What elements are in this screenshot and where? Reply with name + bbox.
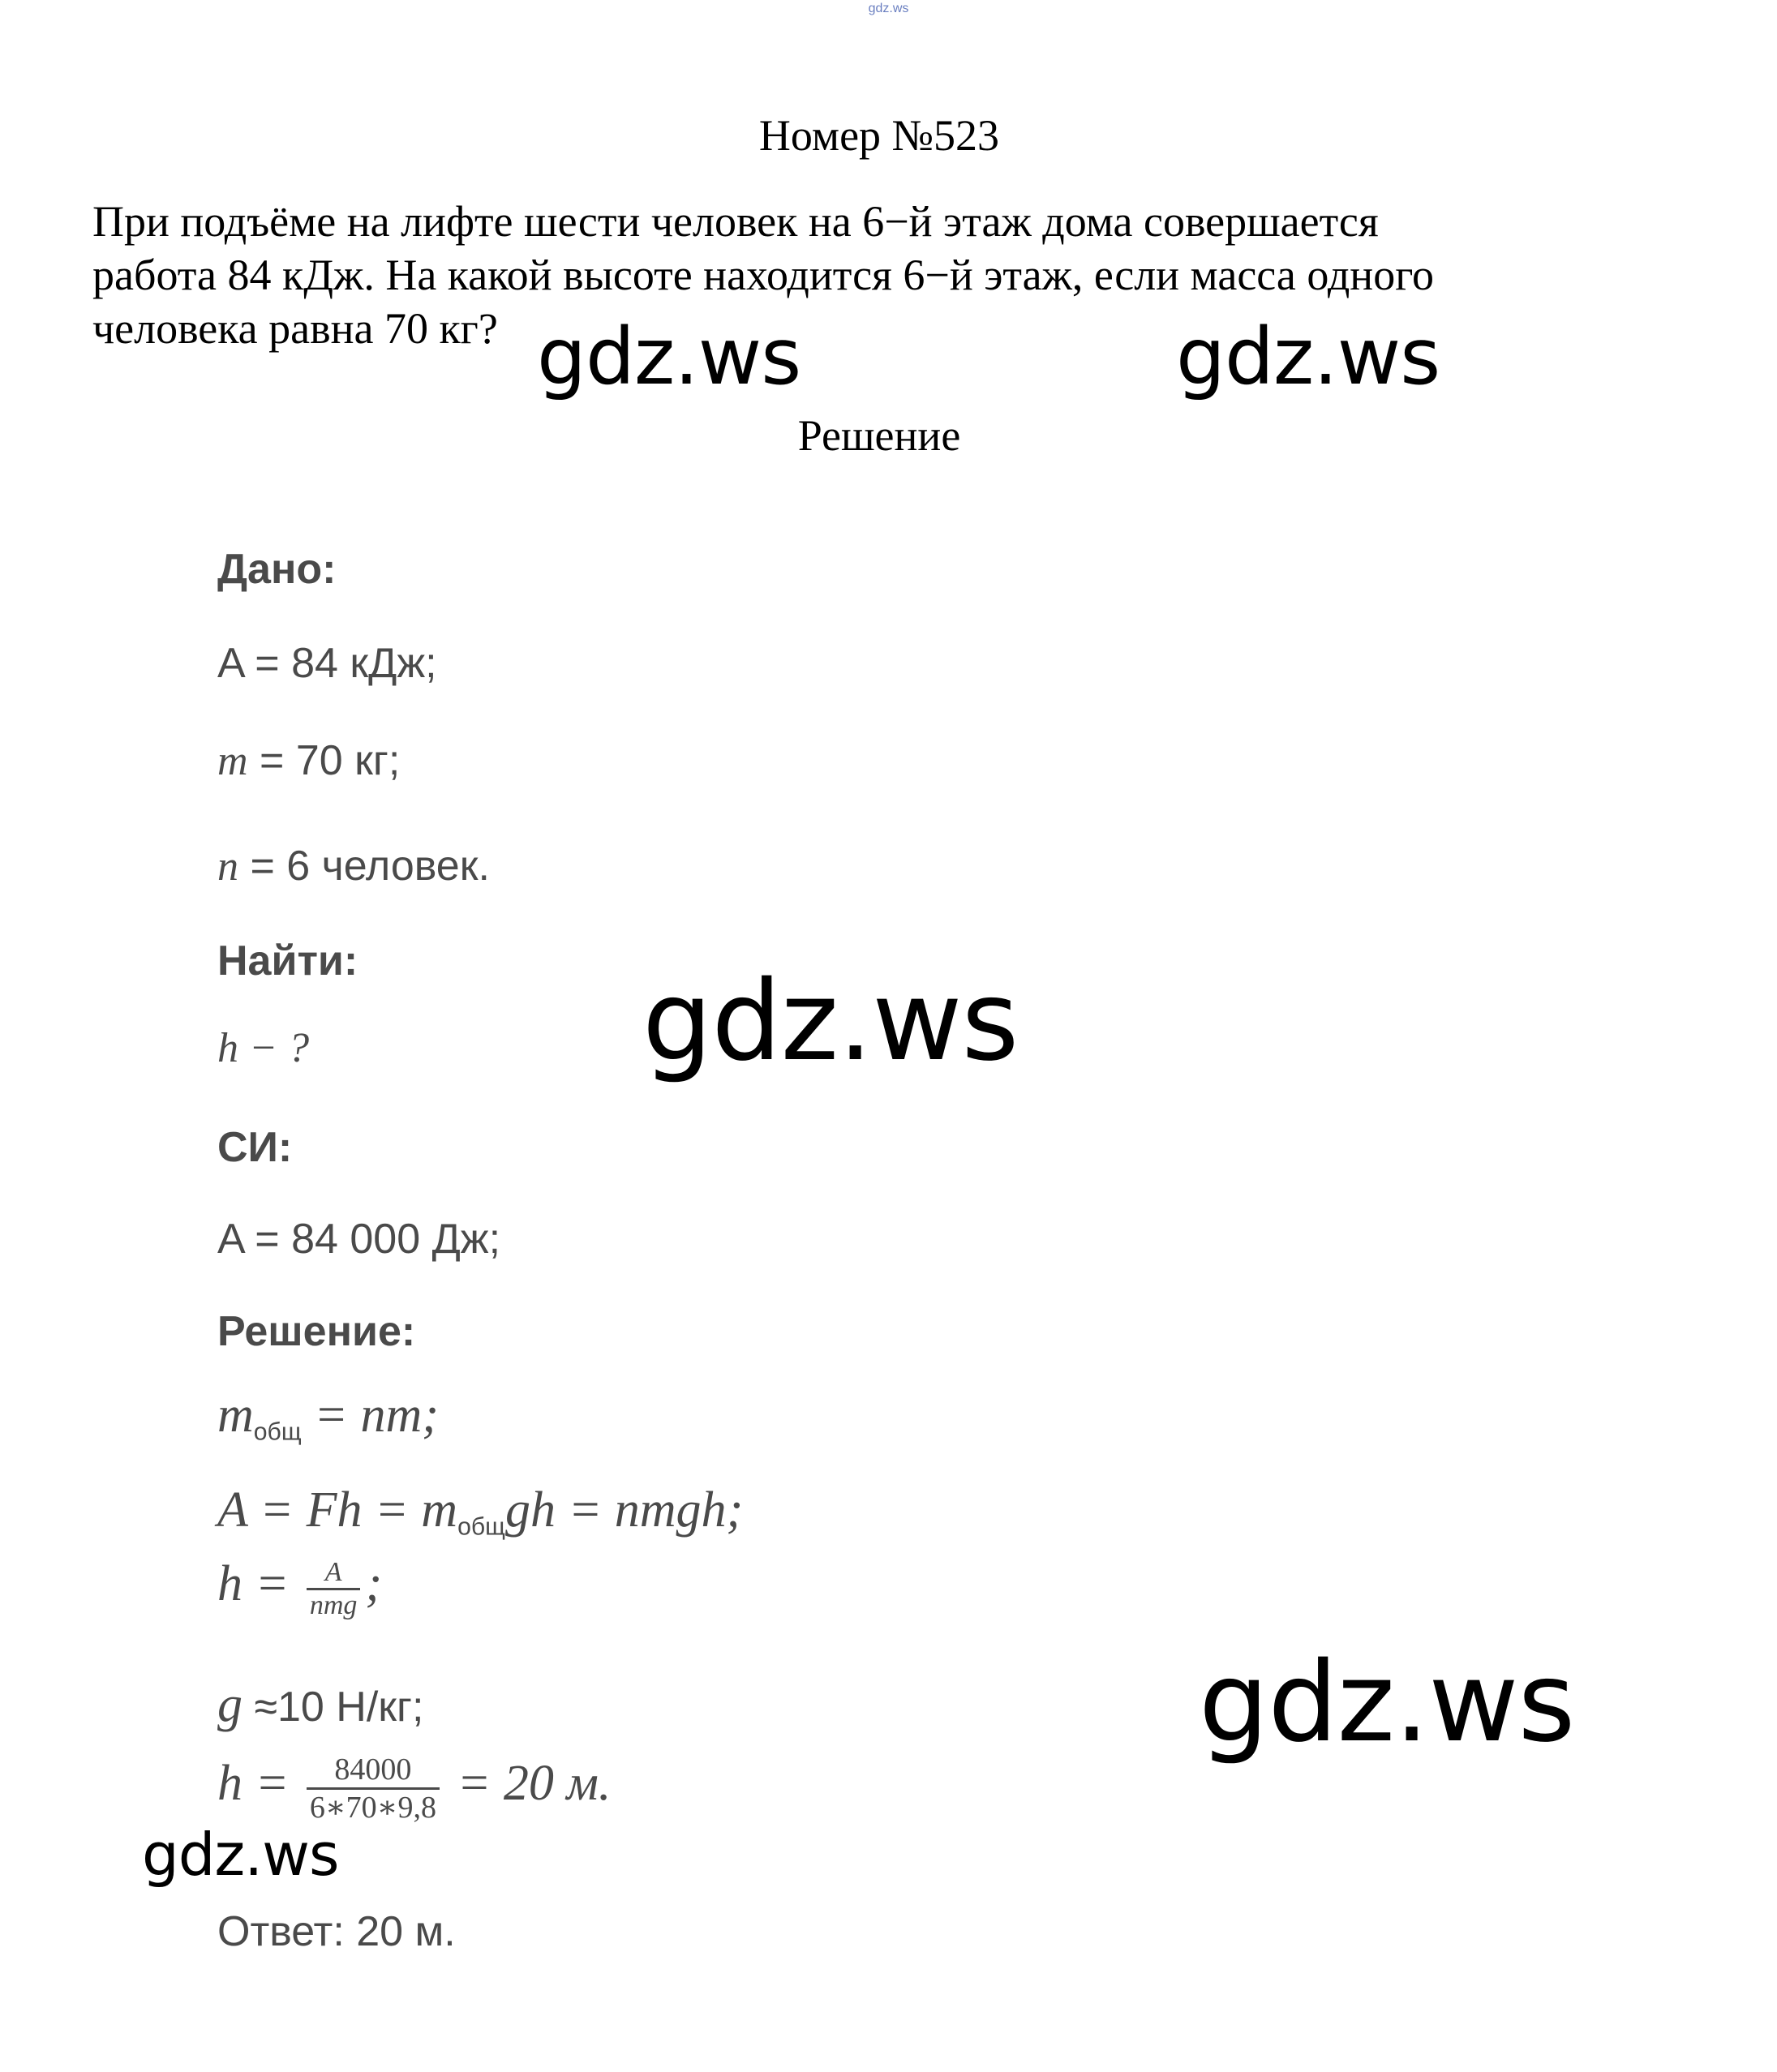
find-label: Найти:: [217, 937, 358, 985]
var-g: g: [217, 1677, 243, 1732]
eq5-fraction: [307, 1752, 440, 1825]
given-work: A = 84 кДж;: [217, 640, 437, 687]
page-title: Номер №523: [758, 111, 1000, 160]
equation-height-result: [217, 1752, 611, 1825]
watermark-logo: gdz.ws: [1199, 1639, 1575, 1767]
eq1-subscript: общ: [253, 1418, 302, 1446]
find-height: [217, 1023, 309, 1073]
watermark-logo: gdz.ws: [142, 1821, 339, 1889]
eq5-lhs: h =: [217, 1756, 302, 1812]
gravity-value: ≈10 Н/кг;: [243, 1684, 424, 1731]
eq2-part1: A = Fh = m: [217, 1482, 458, 1538]
eq3-tail: ;: [365, 1556, 383, 1612]
si-work: A = 84 000 Дж;: [217, 1216, 501, 1263]
eq1-lhs: m: [217, 1388, 254, 1443]
var-n: n: [217, 843, 238, 890]
problem-line-1: При подъёме на лифте шести человек на 6−й этаж дома совершается: [92, 197, 1379, 246]
given-count: [217, 842, 490, 891]
problem-line-2: работа 84 кДж. На какой высоте находится 6−й этаж, если масса одного: [92, 251, 1435, 299]
var-h: h: [217, 1025, 238, 1071]
given-label: Дано:: [217, 546, 337, 593]
var-m: m: [217, 738, 248, 784]
problem-statement: [92, 195, 1698, 355]
eq3-denominator: nmg: [309, 1590, 358, 1620]
solution-heading: Решение: [797, 411, 961, 460]
solution-label: Решение:: [217, 1308, 416, 1355]
watermark-logo: gdz.ws: [1176, 311, 1440, 402]
watermark-logo: gdz.ws: [537, 311, 801, 402]
eq3-lhs: h =: [217, 1556, 302, 1612]
eq3-fraction: [307, 1557, 361, 1621]
given-mass: [217, 736, 400, 786]
find-height-question: − ?: [238, 1025, 310, 1071]
eq2-part2: gh = nmgh;: [504, 1482, 744, 1538]
eq3-numerator: A: [307, 1557, 361, 1590]
equation-work: [217, 1482, 744, 1552]
given-count-value: = 6 человек.: [238, 843, 490, 890]
eq5-numerator: 84000: [307, 1752, 440, 1790]
watermark-logo: gdz.ws: [642, 958, 1019, 1086]
equation-gravity: [217, 1677, 424, 1732]
eq5-rhs: = 20 м.: [444, 1756, 612, 1812]
answer-line: Ответ: 20 м.: [217, 1908, 456, 1955]
problem-line-3: человека равна 70 кг?: [92, 304, 498, 353]
eq1-rhs: = nm;: [301, 1388, 439, 1443]
given-mass-value: = 70 кг;: [247, 737, 401, 784]
equation-total-mass: [217, 1388, 439, 1457]
header-watermark: gdz.ws: [868, 2, 909, 15]
si-label: СИ:: [217, 1124, 293, 1171]
eq5-denominator: 6∗70∗9,8: [309, 1791, 436, 1825]
equation-height-formula: [217, 1557, 382, 1621]
eq2-subscript: общ: [457, 1513, 505, 1541]
